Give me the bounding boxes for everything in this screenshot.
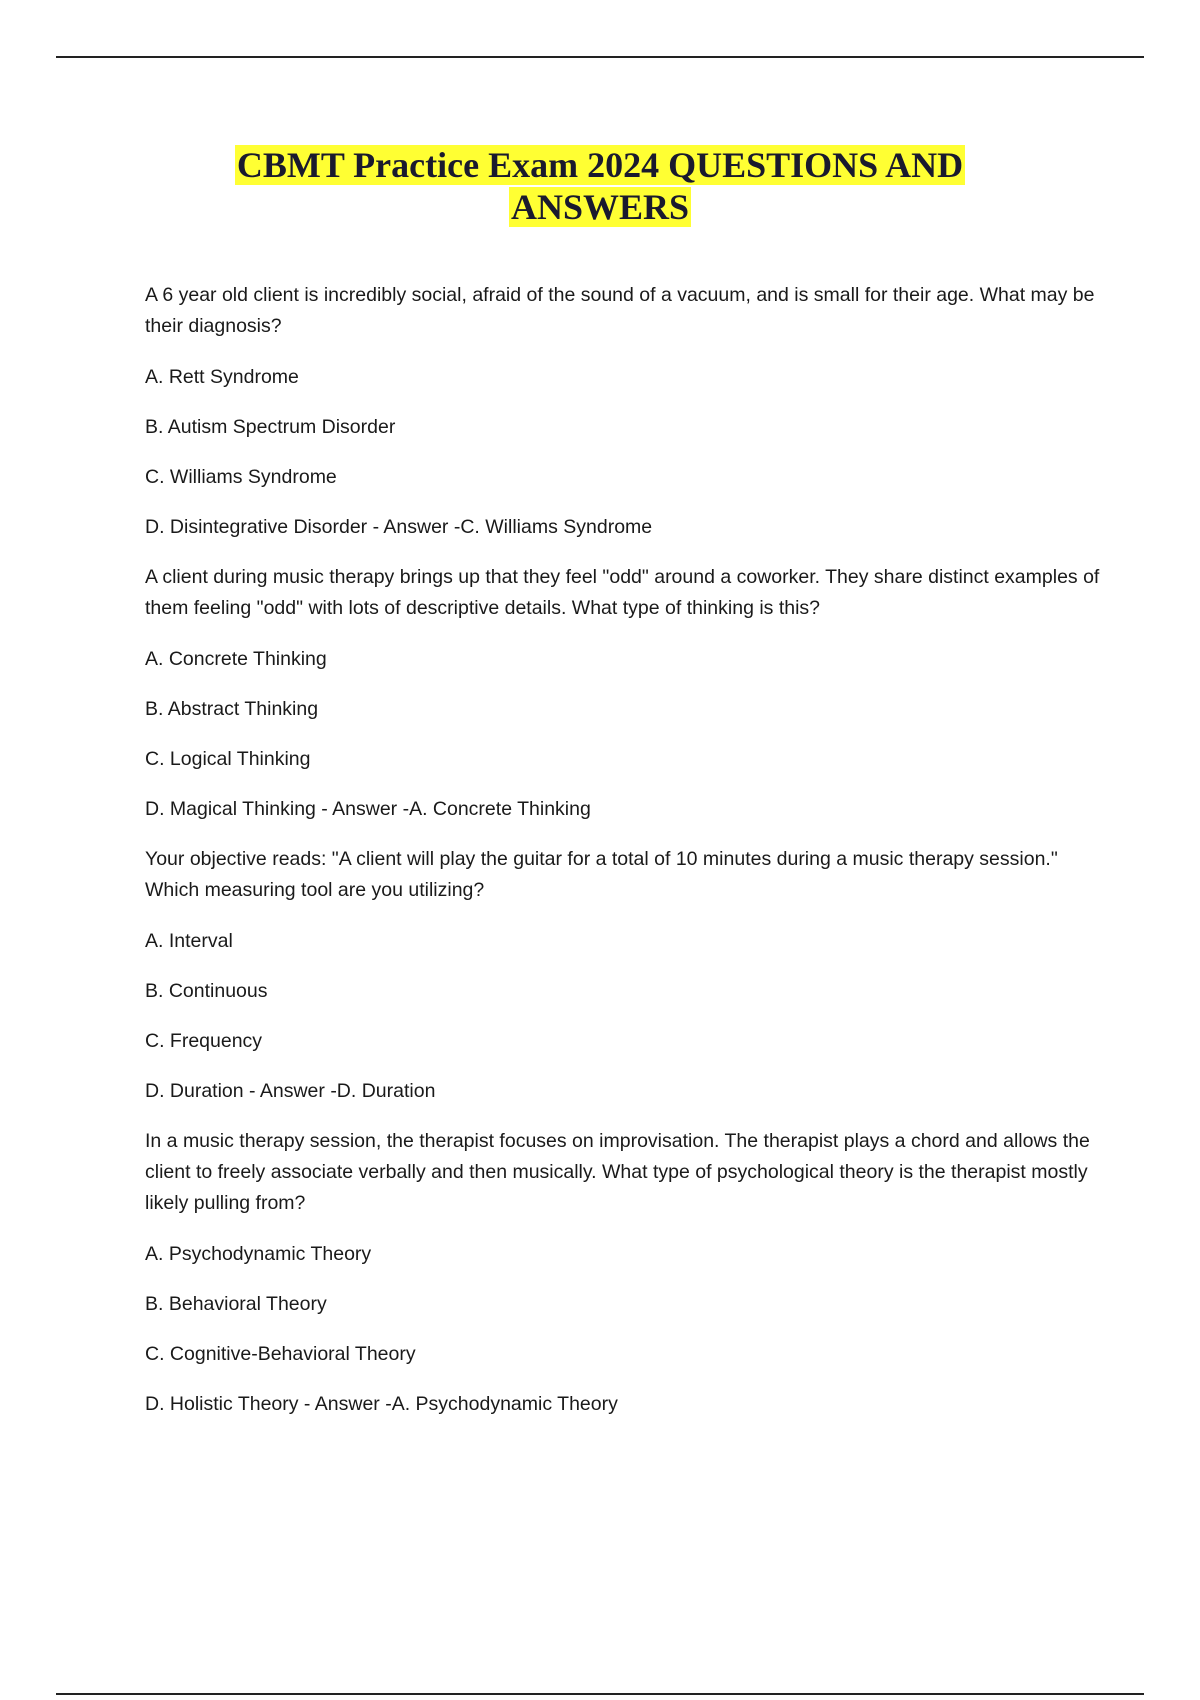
answer-option: B. Behavioral Theory [145, 1293, 327, 1315]
answer-option: A. Concrete Thinking [145, 648, 327, 670]
title-line-2 [0, 186, 1200, 228]
question-text: In a music therapy session, the therapist focuses on improvisation. The therapist plays a chord and allows the client to freely associate verbally and then musically. What type of psychological theory is the therapist mostly likely pulling from? [145, 1130, 1090, 1214]
question-block-1 [145, 280, 1100, 543]
answer-option-with-key: D. Duration - Answer -D. Duration [145, 1080, 436, 1102]
answer-option-with-key: D. Disintegrative Disorder - Answer -C. Williams Syndrome [145, 516, 653, 538]
question-block-2 [145, 562, 1100, 825]
answer-option: B. Abstract Thinking [145, 698, 319, 720]
answer-option-with-key: D. Holistic Theory - Answer -A. Psychodynamic Theory [145, 1393, 618, 1415]
question-text: A client during music therapy brings up that they feel "odd" around a coworker. They share distinct examples of them feeling "odd" with lots of descriptive details. What type of thinking is this? [145, 566, 1100, 619]
answer-option: B. Continuous [145, 980, 268, 1002]
question-text: A 6 year old client is incredibly social, afraid of the sound of a vacuum, and is small for their age. What may be their diagnosis? [145, 284, 1095, 337]
answer-option: C. Logical Thinking [145, 748, 311, 770]
page-title [0, 144, 1200, 228]
answer-option: C. Cognitive-Behavioral Theory [145, 1343, 416, 1365]
question-block-4 [145, 1126, 1100, 1420]
title-line-1 [0, 144, 1200, 186]
title-text-2: ANSWERS [510, 187, 690, 227]
answer-option: A. Psychodynamic Theory [145, 1243, 372, 1265]
header-rule [56, 56, 1144, 58]
question-text: Your objective reads: "A client will play the guitar for a total of 10 minutes during a music therapy session." Which measuring tool are you utilizing? [145, 848, 1058, 901]
answer-option: A. Rett Syndrome [145, 366, 299, 388]
answer-option: C. Frequency [145, 1030, 263, 1052]
answer-option: A. Interval [145, 930, 233, 952]
answer-option-with-key: D. Magical Thinking - Answer -A. Concrete Thinking [145, 798, 591, 820]
question-block-3 [145, 844, 1100, 1107]
answer-option: C. Williams Syndrome [145, 466, 337, 488]
footer-rule [56, 1693, 1144, 1695]
answer-option: B. Autism Spectrum Disorder [145, 416, 396, 438]
title-text-1: CBMT Practice Exam 2024 QUESTIONS AND [236, 145, 964, 185]
question-list [145, 280, 1100, 1439]
